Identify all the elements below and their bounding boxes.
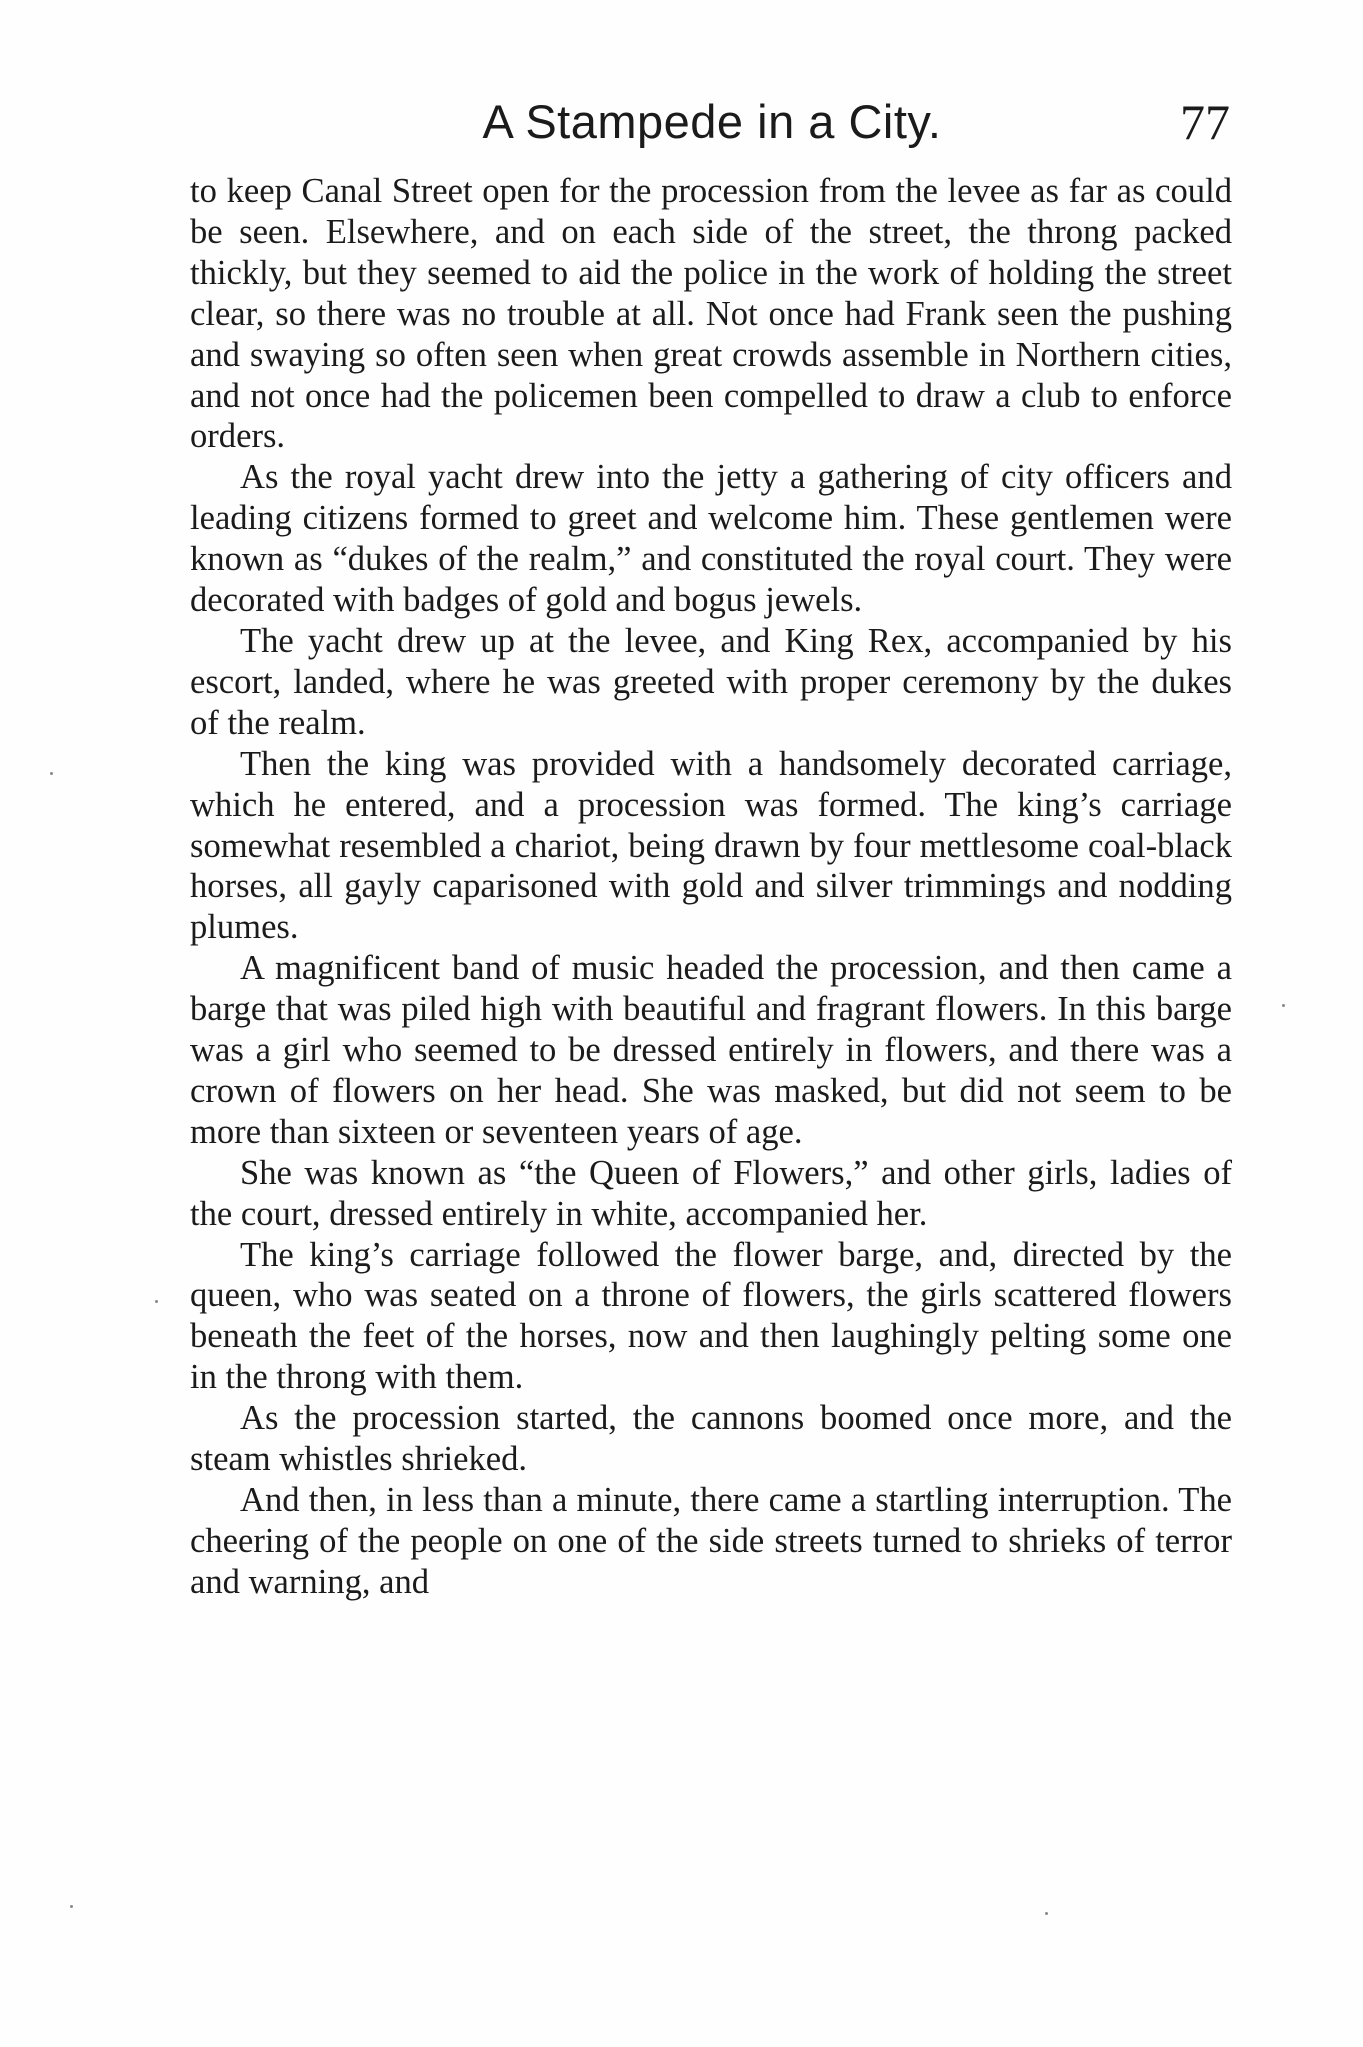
body-text: [190, 171, 1232, 1603]
running-header: [188, 92, 1236, 162]
paragraph: The yacht drew up at the levee, and King Rex, accompanied by his escort, landed, where he was greeted with proper ceremony by the dukes of the realm.: [190, 621, 1232, 742]
chapter-title: A Stampede in a City.: [482, 95, 942, 148]
paragraph: The king’s carriage followed the flower barge, and, directed by the queen, who was seated on a throne of flowers, the girls scattered flowers beneath the feet of the horses, now and then laughingly pelting some one in the throng with them.: [190, 1235, 1232, 1397]
paragraph: And then, in less than a minute, there came a startling interruption. The cheering of the people on one of the side streets turned to shrieks of terror and warning, and: [190, 1481, 1232, 1601]
paragraph: Then the king was provided with a handsomely decorated carriage, which he entered, and a procession was formed. The king’s carriage somewhat resembled a chariot, being drawn by four mettlesome coal-black horses, all gayly caparisoned with gold and silver trimmings and nodding plumes.: [190, 744, 1232, 947]
paper-speck: [155, 1300, 158, 1303]
paragraph: As the procession started, the cannons boomed once more, and the steam whistles shrieked.: [190, 1399, 1232, 1479]
paragraph: to keep Canal Street open for the procession from the levee as far as could be seen. Elsewhere, and on each side of the street, the throng packed thickly, but they seemed to aid the police in the work of holding the street clear, so there was no trouble at all. Not once had Frank seen the pushing and swaying so often seen when great crowds assemble in Northern cities, and not once had the policemen been compelled to draw a club to enforce orders.: [190, 172, 1232, 456]
paper-speck: [70, 1905, 73, 1908]
paper-speck: [50, 772, 53, 775]
paragraph: A magnificent band of music headed the procession, and then came a barge that was piled high with beautiful and fragrant flowers. In this barge was a girl who seemed to be dressed entirely in flowers, and there was a crown of flowers on her head. She was masked, but did not seem to be more than sixteen or seventeen years of age.: [190, 949, 1232, 1151]
paper-speck: [1282, 1004, 1285, 1007]
paper-speck: [1045, 1912, 1048, 1915]
paragraph: She was known as “the Queen of Flowers,” and other girls, ladies of the court, dressed entirely in white, accompanied her.: [190, 1153, 1232, 1233]
page-number: 77: [1180, 94, 1230, 150]
paragraph: As the royal yacht drew into the jetty a gathering of city officers and leading citizens formed to greet and welcome him. These gentlemen were known as “dukes of the realm,” and constituted the royal court. They were decorated with badges of gold and bogus jewels.: [190, 458, 1232, 620]
